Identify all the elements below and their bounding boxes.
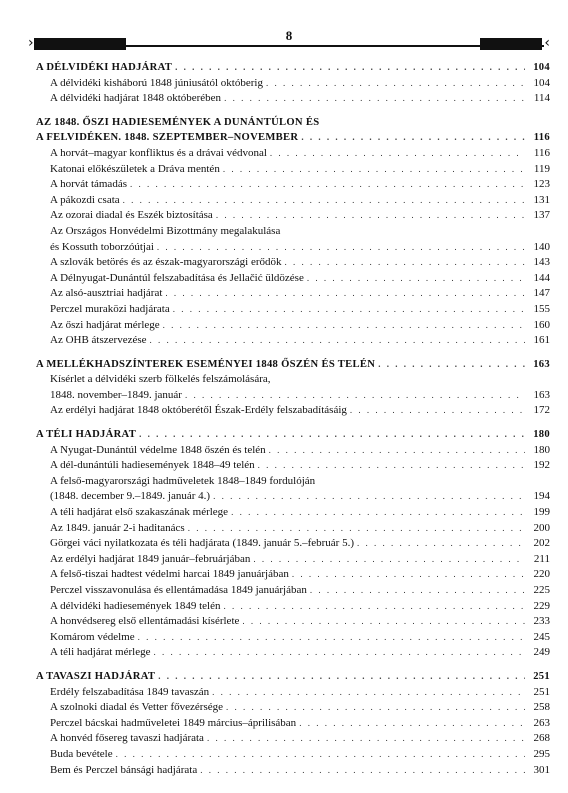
page-reference: 263 <box>533 716 550 729</box>
toc-entry[interactable] <box>36 716 550 732</box>
page-reference: 163 <box>533 388 550 401</box>
toc-entry[interactable] <box>36 731 550 747</box>
dot-leader <box>207 731 525 747</box>
entry-title: A szlovák betörés és az észak-magyarországi erődök <box>50 256 282 269</box>
dot-leader <box>150 333 525 349</box>
toc-entry[interactable] <box>36 763 550 779</box>
entry-title: Erdély felszabadítása 1849 tavaszán <box>50 685 210 698</box>
page-reference: 211 <box>533 552 550 565</box>
toc-entry[interactable] <box>36 599 550 615</box>
toc-section <box>36 60 550 107</box>
toc-entry[interactable] <box>36 552 550 568</box>
toc-entry[interactable] <box>36 177 550 193</box>
page-header <box>28 28 550 54</box>
page-reference: 104 <box>533 76 550 89</box>
page-reference: 163 <box>533 358 550 370</box>
chapter-title: A FELVIDÉKEN. 1848. SZEPTEMBER–NOVEMBER <box>36 132 299 144</box>
dot-leader <box>350 403 525 419</box>
toc-entry[interactable] <box>36 700 550 716</box>
dot-leader <box>185 388 525 404</box>
entry-title: Bem és Perczel bánsági hadjárata <box>50 763 198 776</box>
dot-leader <box>266 76 525 92</box>
page-reference: 180 <box>533 429 550 441</box>
dot-leader <box>165 286 525 302</box>
entry-title: Az Országos Honvédelmi Bizottmány megalakulása <box>50 224 281 237</box>
entry-title: és Kossuth toborzóútjai <box>50 240 154 253</box>
dot-leader <box>301 130 525 146</box>
entry-title: A felső-magyarországi hadműveletek 1848–1849 fordulóján <box>50 474 316 487</box>
dot-leader <box>216 208 525 224</box>
entry-title: Az őszi hadjárat mérlege <box>50 318 160 331</box>
dot-leader <box>224 91 525 107</box>
toc-entry[interactable] <box>36 536 550 552</box>
entry-title: A délvidéki kisháború 1848 júniusától októberig <box>50 76 263 89</box>
page-reference: 116 <box>533 146 550 159</box>
dot-leader <box>378 357 525 373</box>
header-arrow-left-icon: › <box>28 35 34 51</box>
entry-title: A délvidéki hadiesemények 1849 telén <box>50 599 221 612</box>
toc-entry[interactable] <box>36 747 550 763</box>
toc-entry[interactable] <box>36 685 550 701</box>
entry-title: A Nyugat-Dunántúl védelme 1848 őszén és telén <box>50 443 266 456</box>
entry-title: Az OHB átszervezése <box>50 334 147 347</box>
dot-leader <box>158 669 525 685</box>
toc-entry[interactable] <box>36 403 550 419</box>
toc-entry[interactable] <box>36 208 550 224</box>
toc-entry[interactable] <box>36 443 550 459</box>
entry-title: A téli hadjárat mérlege <box>50 646 151 659</box>
header-arrow-right-icon: ‹ <box>544 35 550 51</box>
dot-leader <box>139 427 525 443</box>
toc-chapter-heading[interactable] <box>36 427 550 443</box>
chapter-title: A MELLÉKHADSZÍNTEREK ESEMÉNYEI 1848 ŐSZÉN ÉS TELÉN <box>36 358 376 370</box>
toc-entry[interactable] <box>36 372 550 388</box>
entry-title: Katonai előkészületek a Dráva mentén <box>50 162 220 175</box>
dot-leader <box>138 630 525 646</box>
toc-entry[interactable] <box>36 271 550 287</box>
page-reference: 114 <box>533 92 550 105</box>
entry-title: A téli hadjárat első szakaszának mérlege <box>50 506 229 519</box>
page-reference: 172 <box>533 404 550 417</box>
toc-entry[interactable] <box>36 162 550 178</box>
dot-leader <box>130 177 525 193</box>
page-reference: 137 <box>533 209 550 222</box>
chapter-title: A DÉLVIDÉKI HADJÁRAT <box>36 62 173 73</box>
page-number: 8 <box>28 29 550 43</box>
entry-title: Az 1849. január 2-i haditanács <box>50 521 185 534</box>
dot-leader <box>231 505 525 521</box>
page-reference: 258 <box>533 701 550 714</box>
dot-leader <box>357 536 525 552</box>
toc-section <box>36 115 550 349</box>
toc-entry[interactable] <box>36 255 550 271</box>
page-reference: 251 <box>533 685 550 698</box>
dot-leader <box>175 60 525 76</box>
page-reference: 249 <box>533 646 550 659</box>
page-reference: 147 <box>533 287 550 300</box>
page-reference: 301 <box>533 763 550 776</box>
dot-leader <box>226 700 525 716</box>
entry-title: Buda bevétele <box>50 747 113 760</box>
entry-title: A Délnyugat-Dunántúl felszabadítása és Jellačić üldözése <box>50 271 304 284</box>
dot-leader <box>242 614 525 630</box>
dot-leader <box>285 255 525 271</box>
toc-section <box>36 427 550 661</box>
page-reference: 123 <box>533 178 550 191</box>
toc-chapter-heading[interactable] <box>36 115 550 131</box>
table-of-contents <box>36 60 550 778</box>
entry-title: A honvédsereg első ellentámadási kísérlete <box>50 615 240 628</box>
toc-section <box>36 357 550 419</box>
page-reference: 140 <box>533 240 550 253</box>
page-reference: 194 <box>533 490 550 503</box>
page-reference: 161 <box>533 334 550 347</box>
dot-leader <box>258 458 525 474</box>
page-reference: 180 <box>533 443 550 456</box>
page-reference: 119 <box>533 162 550 175</box>
entry-title: (1848. december 9.–1849. január 4.) <box>50 490 211 503</box>
entry-title: Az erdélyi hadjárat 1849 január–februárjában <box>50 552 251 565</box>
dot-leader <box>173 302 525 318</box>
toc-entry[interactable] <box>36 240 550 256</box>
toc-chapter-heading[interactable] <box>36 60 550 76</box>
dot-leader <box>212 685 525 701</box>
toc-entry[interactable] <box>36 567 550 583</box>
page-reference: 295 <box>533 747 550 760</box>
dot-leader <box>269 443 525 459</box>
chapter-title: A TAVASZI HADJÁRAT <box>36 670 156 682</box>
entry-title: Perczel visszavonulása és ellentámadása 1849 januárjában <box>50 584 307 596</box>
toc-entry[interactable] <box>36 614 550 630</box>
dot-leader <box>223 599 525 615</box>
dot-leader <box>253 552 525 568</box>
page-reference: 251 <box>533 670 550 682</box>
toc-entry[interactable] <box>36 146 550 162</box>
page-reference: 225 <box>533 584 550 596</box>
page-reference: 199 <box>533 506 550 519</box>
dot-leader <box>188 521 525 537</box>
entry-title: A honvéd fősereg tavaszi hadjárata <box>50 732 204 745</box>
toc-entry[interactable] <box>36 521 550 537</box>
entry-title: Az ozorai diadal és Eszék biztosítása <box>50 209 213 222</box>
page-reference: 143 <box>533 256 550 269</box>
entry-title: A dél-dunántúli hadiesemények 1848–49 telén <box>50 459 255 472</box>
toc-entry[interactable] <box>36 505 550 521</box>
toc-entry[interactable] <box>36 91 550 107</box>
toc-entry[interactable] <box>36 645 550 661</box>
toc-entry[interactable] <box>36 333 550 349</box>
toc-chapter-heading[interactable] <box>36 669 550 685</box>
entry-title: Komárom védelme <box>50 630 135 643</box>
page-reference: 192 <box>533 459 550 472</box>
toc-entry[interactable] <box>36 630 550 646</box>
page-reference: 104 <box>533 62 550 73</box>
entry-title: 1848. november–1849. január <box>50 388 182 401</box>
toc-entry[interactable] <box>36 193 550 209</box>
dot-leader <box>270 146 525 162</box>
entry-title: Perczel muraközi hadjárata <box>50 302 170 315</box>
chapter-title: A TÉLI HADJÁRAT <box>36 429 137 441</box>
toc-entry[interactable] <box>36 76 550 92</box>
entry-title: Az erdélyi hadjárat 1848 októberétől Észak-Erdély felszabadításáig <box>50 404 347 417</box>
toc-chapter-heading[interactable] <box>36 130 550 146</box>
dot-leader <box>307 271 525 287</box>
page-reference: 200 <box>533 521 550 534</box>
dot-leader <box>153 645 525 661</box>
toc-section <box>36 669 550 778</box>
dot-leader <box>310 583 525 599</box>
page-reference: 144 <box>533 271 550 284</box>
chapter-title: AZ 1848. ŐSZI HADIESEMÉNYEK A DUNÁNTÚLON ÉS <box>36 116 320 128</box>
page-reference: 220 <box>533 568 550 581</box>
dot-leader <box>292 567 525 583</box>
page-reference: 268 <box>533 732 550 745</box>
dot-leader <box>163 318 525 334</box>
toc-entry[interactable] <box>36 318 550 334</box>
entry-title: Görgei váci nyilatkozata és téli hadjárata (1849. január 5.–február 5.) <box>50 537 355 550</box>
page-reference: 233 <box>533 615 550 628</box>
toc-entry[interactable] <box>36 302 550 318</box>
entry-title: A délvidéki hadjárat 1848 októberében <box>50 92 222 105</box>
toc-entry[interactable] <box>36 583 550 599</box>
page-reference: 229 <box>533 599 550 612</box>
dot-leader <box>116 747 525 763</box>
page-reference: 160 <box>533 318 550 331</box>
entry-title: A pákozdi csata <box>50 193 120 206</box>
page-reference: 131 <box>533 193 550 206</box>
page-reference: 155 <box>533 302 550 315</box>
entry-title: A szolnoki diadal és Vetter fővezérsége <box>50 701 223 714</box>
toc-chapter-heading[interactable] <box>36 357 550 373</box>
dot-leader <box>200 763 525 779</box>
page-reference: 116 <box>533 132 550 144</box>
toc-entry[interactable] <box>36 489 550 505</box>
entry-title: Kísérlet a délvidéki szerb fölkelés felszámolására, <box>50 373 271 386</box>
entry-title: A horvát támadás <box>50 178 127 191</box>
dot-leader <box>213 489 525 505</box>
dot-leader <box>157 240 525 256</box>
dot-leader <box>299 716 525 732</box>
page-reference: 245 <box>533 630 550 643</box>
toc-entry[interactable] <box>36 474 550 490</box>
toc-entry[interactable] <box>36 224 550 240</box>
entry-title: Perczel bácskai hadműveletei 1849 március–áprilisában <box>50 716 297 729</box>
page-reference: 202 <box>533 537 550 550</box>
entry-title: A felső-tiszai hadtest védelmi harcai 1849 januárjában <box>50 568 289 581</box>
dot-leader <box>223 162 525 178</box>
toc-entry[interactable] <box>36 286 550 302</box>
entry-title: A horvát–magyar konfliktus és a drávai védvonal <box>50 146 267 159</box>
toc-entry[interactable] <box>36 388 550 404</box>
entry-title: Az alsó-ausztriai hadjárat <box>50 287 163 300</box>
dot-leader <box>123 193 525 209</box>
toc-entry[interactable] <box>36 458 550 474</box>
